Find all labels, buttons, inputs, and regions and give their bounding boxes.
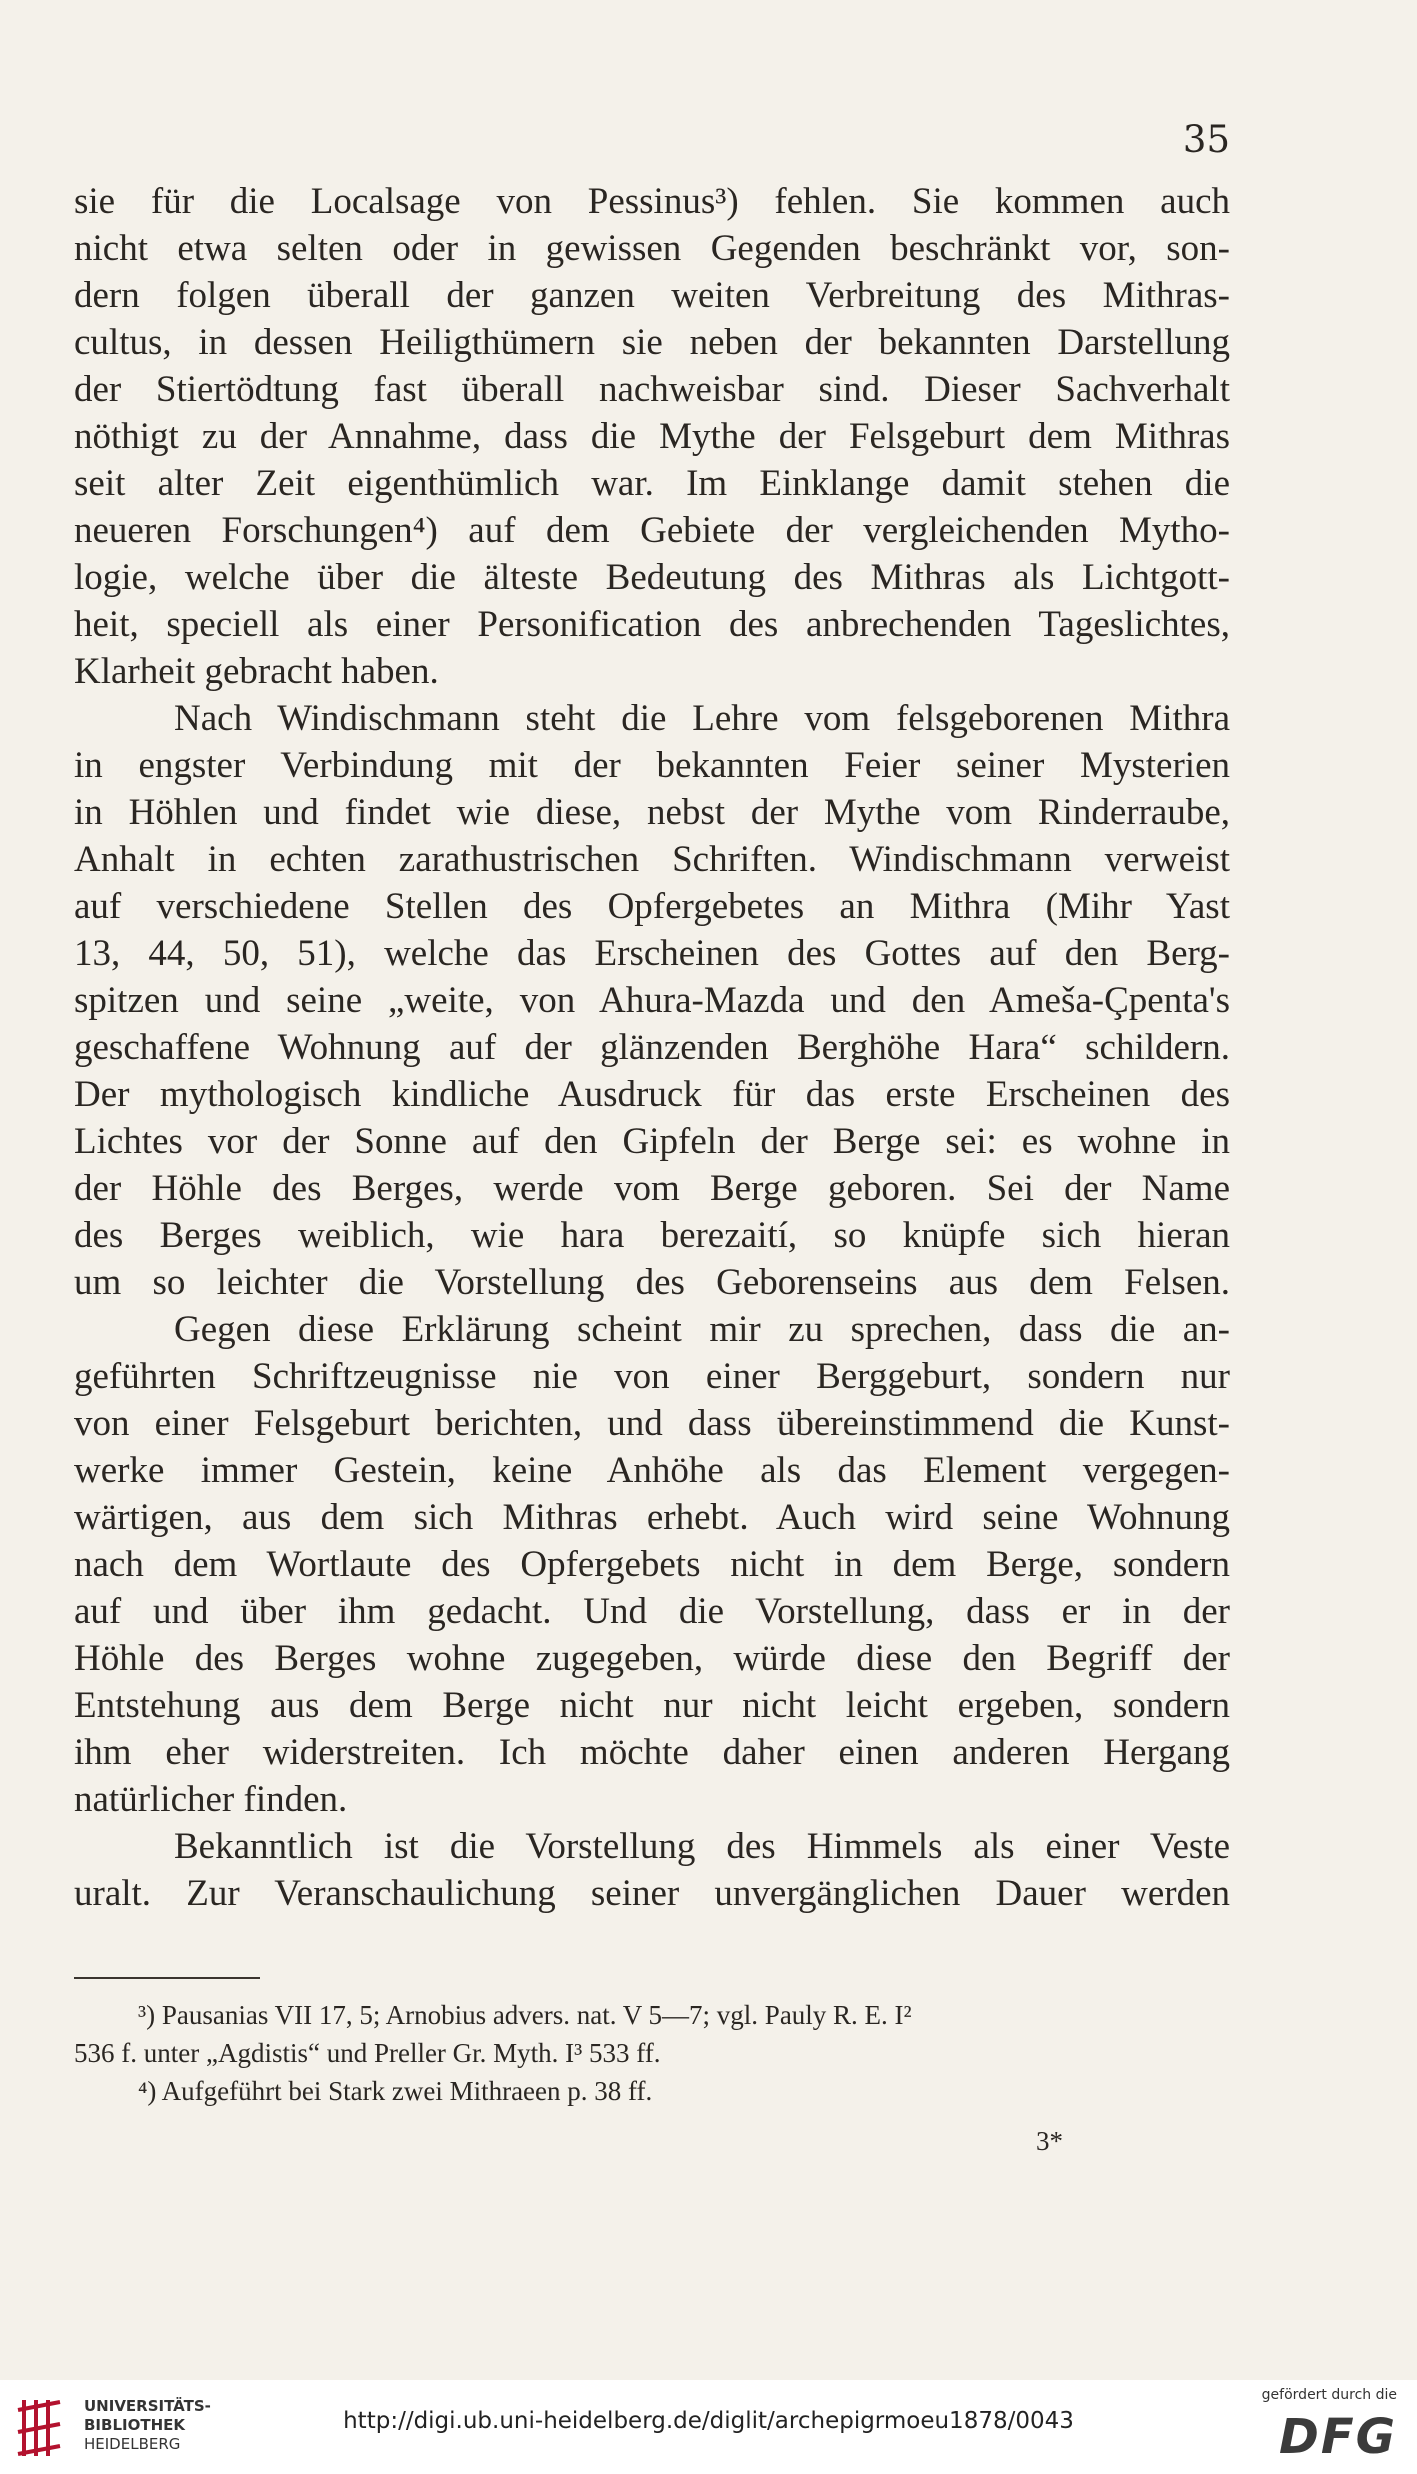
text-line: heit, speciell als einer Personification des anbrechenden Tageslichtes, <box>74 604 1230 645</box>
text-line: spitzen und seine „weite, von Ahura-Mazda und den Ameša-Çpenta's <box>74 980 1230 1021</box>
body-text <box>74 178 1230 1917</box>
text-line: in engster Verbindung mit der bekannten Feier seiner Mysterien <box>74 745 1230 786</box>
footnote-line: 536 f. unter „Agdistis“ und Preller Gr. Myth. I³ 533 ff. <box>74 2038 661 2068</box>
text-line: geschaffene Wohnung auf der glänzenden Berghöhe Hara“ schildern. <box>74 1027 1230 1068</box>
text-line: natürlicher finden. <box>74 1779 348 1820</box>
footnotes <box>74 1996 1230 2110</box>
text-line: nicht etwa selten oder in gewissen Gegenden beschränkt vor, son- <box>74 228 1230 269</box>
text-line: Lichtes vor der Sonne auf den Gipfeln der Berge sei: es wohne in <box>74 1121 1230 1162</box>
text-line: seit alter Zeit eigenthümlich war. Im Einklange damit stehen die <box>74 463 1230 504</box>
paragraph-4 <box>74 1823 1230 1917</box>
permalink-url[interactable]: http://digi.ub.uni-heidelberg.de/diglit/archepigrmoeu1878/0043 <box>343 2408 1074 2434</box>
library-name-line: UNIVERSITÄTS- <box>84 2397 211 2415</box>
text-line: ihm eher widerstreiten. Ich möchte daher einen anderen Hergang <box>74 1732 1230 1773</box>
text-line: der Höhle des Berges, werde vom Berge geboren. Sei der Name <box>74 1168 1230 1209</box>
text-line: werke immer Gestein, keine Anhöhe als das Element vergegen- <box>74 1450 1230 1491</box>
text-line: von einer Felsgeburt berichten, und dass übereinstimmend die Kunst- <box>74 1403 1230 1444</box>
text-line: auf und über ihm gedacht. Und die Vorstellung, dass er in der <box>74 1591 1230 1632</box>
text-line: auf verschiedene Stellen des Opfergebetes an Mithra (Mihr Yast <box>74 886 1230 927</box>
text-line: neueren Forschungen⁴) auf dem Gebiete der vergleichenden Mytho- <box>74 510 1230 551</box>
text-line: uralt. Zur Veranschaulichung seiner unvergänglichen Dauer werden <box>74 1873 1230 1914</box>
text-line: um so leichter die Vorstellung des Geborenseins aus dem Felsen. <box>74 1262 1230 1303</box>
text-line: sie für die Localsage von Pessinus³) fehlen. Sie kommen auch <box>74 181 1230 222</box>
text-line: wärtigen, aus dem sich Mithras erhebt. Auch wird seine Wohnung <box>74 1497 1230 1538</box>
text-line: dern folgen überall der ganzen weiten Verbreitung des Mithras- <box>74 275 1230 316</box>
text-line: nach dem Wortlaute des Opfergebets nicht in dem Berge, sondern <box>74 1544 1230 1585</box>
text-line: 13, 44, 50, 51), welche das Erscheinen des Gottes auf den Berg- <box>74 933 1230 974</box>
text-line: logie, welche über die älteste Bedeutung des Mithras als Lichtgott- <box>74 557 1230 598</box>
text-line: des Berges weiblich, wie hara berezaití, so knüpfe sich hieran <box>74 1215 1230 1256</box>
library-name-line: BIBLIOTHEK <box>84 2416 185 2434</box>
library-name-line: HEIDELBERG <box>84 2435 181 2453</box>
paragraph-3 <box>74 1306 1230 1823</box>
text-line: Bekanntlich ist die Vorstellung des Himmels als einer Veste <box>174 1826 1230 1867</box>
text-line: cultus, in dessen Heiligthümern sie neben der bekannten Darstellung <box>74 322 1230 363</box>
text-line: Der mythologisch kindliche Ausdruck für das erste Erscheinen des <box>74 1074 1230 1115</box>
text-line: in Höhlen und findet wie diese, nebst der Mythe vom Rinderraube, <box>74 792 1230 833</box>
paragraph-2 <box>74 695 1230 1306</box>
footnote-rule <box>74 1977 260 1979</box>
text-line: geführten Schriftzeugnisse nie von einer Berggeburt, sondern nur <box>74 1356 1230 1397</box>
footnote-line: ⁴) Aufgeführt bei Stark zwei Mithraeen p. 38 ff. <box>138 2076 653 2106</box>
text-line: Klarheit gebracht haben. <box>74 651 439 692</box>
dfg-logo: DFG <box>1278 2409 1397 2465</box>
signature-mark: 3* <box>1036 2126 1063 2156</box>
text-line: nöthigt zu der Annahme, dass die Mythe der Felsgeburt dem Mithras <box>74 416 1230 457</box>
text-line: Anhalt in echten zarathustrischen Schriften. Windischmann verweist <box>74 839 1230 880</box>
text-line: Höhle des Berges wohne zugegeben, würde diese den Begriff der <box>74 1638 1230 1679</box>
paragraph-1 <box>74 178 1230 695</box>
text-line: Nach Windischmann steht die Lehre vom felsgeborenen Mithra <box>174 698 1230 739</box>
page-number: 35 <box>1182 118 1230 161</box>
funding-note: gefördert durch die <box>1261 2387 1397 2403</box>
text-line: Gegen diese Erklärung scheint mir zu sprechen, dass die an- <box>174 1309 1230 1350</box>
text-line: Entstehung aus dem Berge nicht nur nicht leicht ergeben, sondern <box>74 1685 1230 1726</box>
text-line: der Stiertödtung fast überall nachweisbar sind. Dieser Sachverhalt <box>74 369 1230 410</box>
footnote-line: ³) Pausanias VII 17, 5; Arnobius advers. nat. V 5—7; vgl. Pauly R. E. I² <box>138 2000 912 2030</box>
